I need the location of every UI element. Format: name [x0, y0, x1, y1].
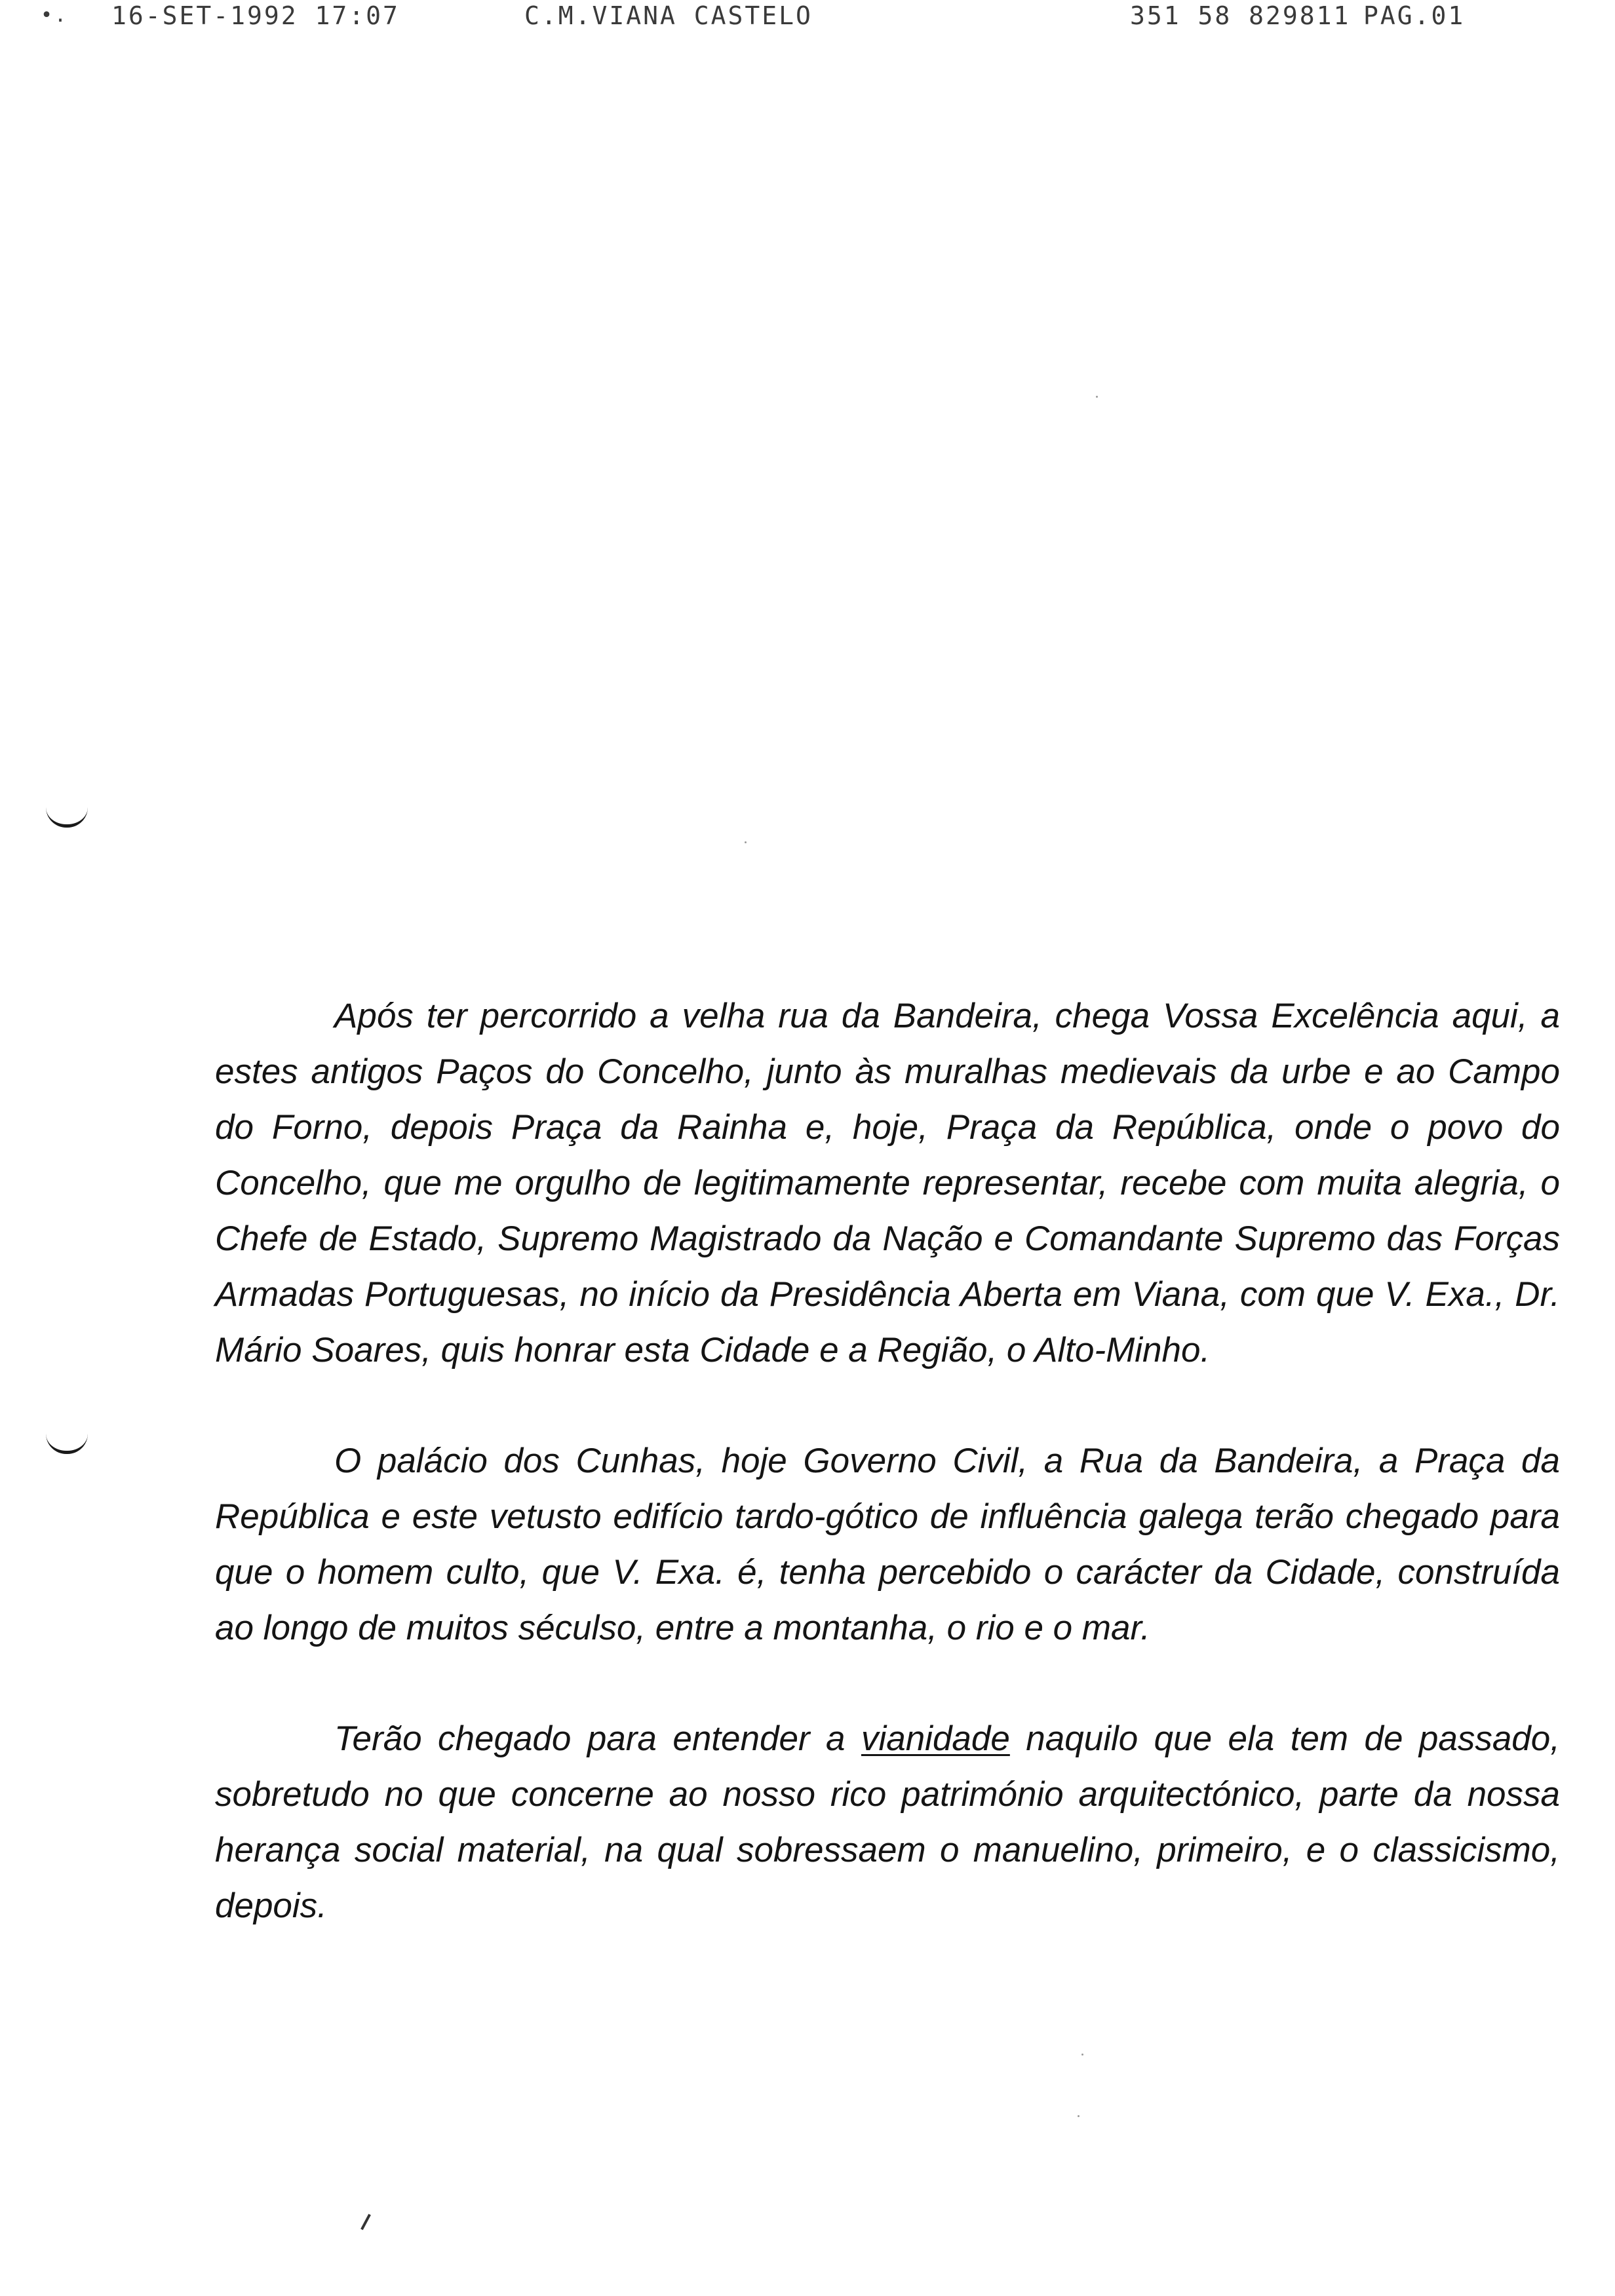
underlined-word: vianidade: [861, 1719, 1010, 1758]
fax-datetime: 16-SET-1992 17:07: [111, 1, 400, 30]
paragraph: Após ter percorrido a velha rua da Bandeira, chega Vossa Excelência aqui, a estes antigos Paços do Concelho, junto às muralhas medievais da urbe e ao Campo do Forno, depois Praça da Rainha e, hoje, Praça da República, onde o povo do Concelho, que me orgulho de legitimamente representar, recebe com muita alegria, o Chefe de Estado, Supremo Magistrado da Nação e Comandante Supremo das Forças Armadas Portuguesas, no início da Presidência Aberta em Viana, com que V. Exa., Dr. Mário Soares, quis honrar esta Cidade e a Região, o Alto-Minho.: [215, 997, 1560, 1369]
scan-speck: [1096, 396, 1098, 398]
punch-hole-mark: [46, 1434, 88, 1454]
fax-header: [0, 0, 1615, 39]
paragraph-text: naquilo que ela tem de passado, sobretudo no que concerne ao nosso rico património arquitectónico, parte da nossa herança social material, na qual sobressaem o manuelino, primeiro, e o classicismo, depois.: [215, 1719, 1560, 1925]
fax-sender: C.M.VIANA CASTELO: [524, 1, 813, 30]
stray-pen-mark: [360, 2214, 371, 2230]
scan-speck: [1078, 2115, 1080, 2117]
fax-page-number: PAG.01: [1363, 1, 1466, 30]
fax-number: 351 58 829811: [1130, 1, 1351, 30]
paragraph: O palácio dos Cunhas, hoje Governo Civil, a Rua da Bandeira, a Praça da República e este vetusto edifício tardo-gótico de influência galega terão chegado para que o homem culto, que V. Exa. é, tenha percebido o carácter da Cidade, construída ao longo de muitos séculso, entre a montanha, o rio e o mar.: [215, 1442, 1560, 1647]
letter-body: [215, 988, 1560, 1989]
paragraph-text: Terão chegado para entender a: [334, 1719, 861, 1758]
scan-speck: [1081, 2054, 1083, 2056]
punch-hole-mark: [46, 807, 88, 828]
paragraph: [215, 1711, 1560, 1934]
fax-marker: •.: [41, 4, 69, 27]
scan-speck: [745, 841, 747, 843]
